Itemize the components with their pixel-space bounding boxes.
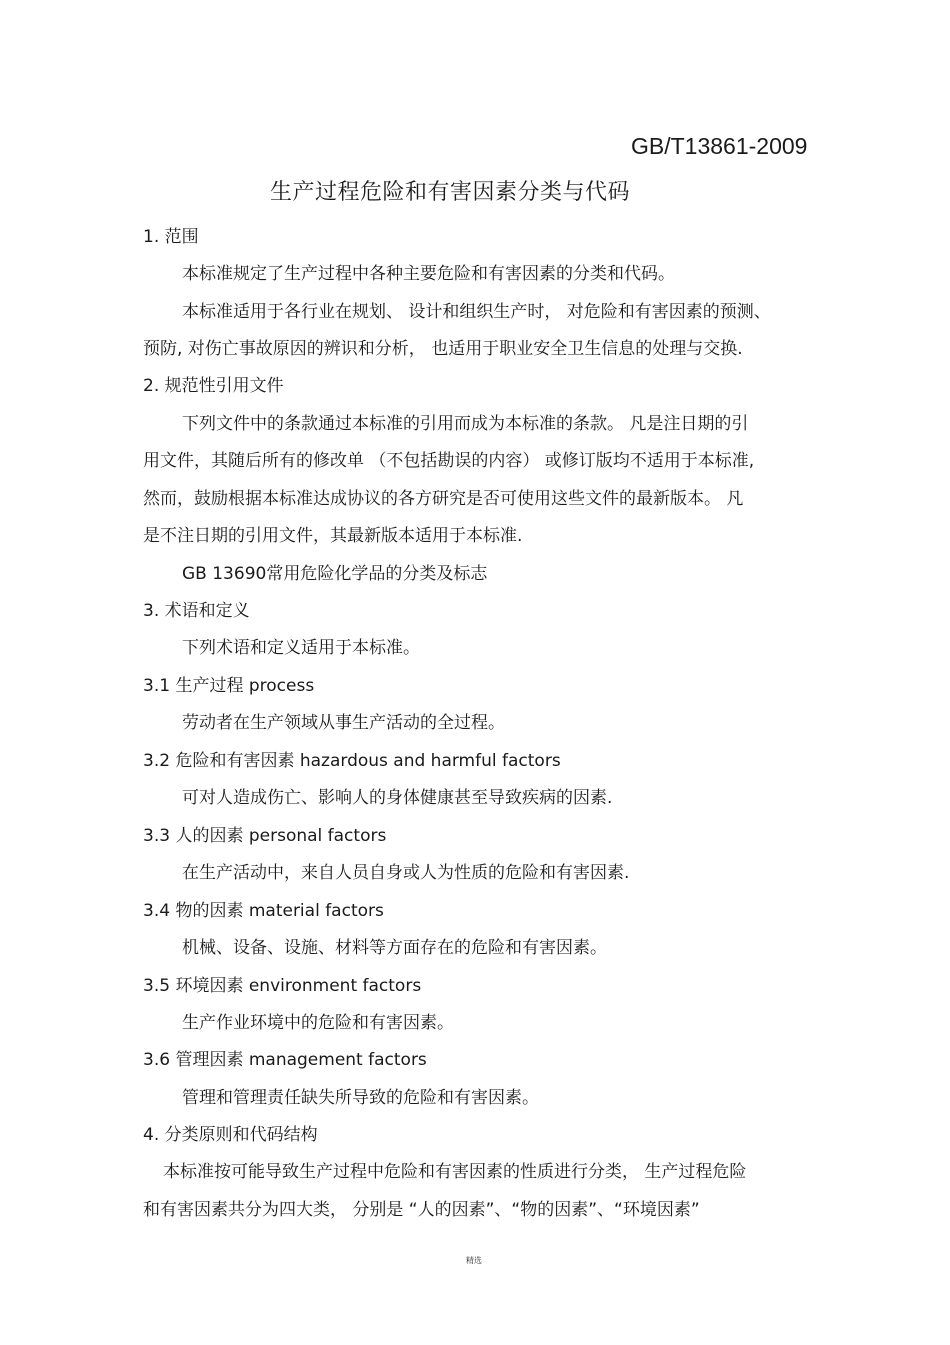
term-3-2-definition: 可对人造成伤亡、影响人的身体健康甚至导致疾病的因素. <box>182 788 613 808</box>
term-3-1-definition: 劳动者在生产领域从事生产活动的全过程。 <box>182 713 505 733</box>
term-3-6-heading: 3.6 管理因素 management factors <box>143 1050 427 1070</box>
term-3-2-heading: 3.2 危险和有害因素 hazardous and harmful factors <box>143 751 561 771</box>
term-3-6-definition: 管理和管理责任缺失所导致的危险和有害因素。 <box>182 1088 539 1108</box>
section-1-paragraph-2-line-1: 本标准适用于各行业在规划、 设计和组织生产时， 对危险和有害因素的预测、 <box>182 302 771 322</box>
section-4-paragraph-line-1: 本标准按可能导致生产过程中危险和有害因素的性质进行分类， 生产过程危险 <box>163 1162 747 1182</box>
document-title: 生产过程危险和有害因素分类与代码 <box>270 180 631 205</box>
term-3-4-definition: 机械、设备、设施、材料等方面存在的危险和有害因素。 <box>182 938 607 958</box>
page-footer-label: 精选 <box>466 1256 482 1265</box>
term-3-3-heading: 3.3 人的因素 personal factors <box>143 826 387 846</box>
section-4-paragraph-line-2: 和有害因素共分为四大类， 分别是 “人的因素”、“物的因素”、“环境因素” <box>143 1200 700 1220</box>
section-1-paragraph-2-line-2: 预防, 对伤亡事故原因的辨识和分析， 也适用于职业安全卫生信息的处理与交换. <box>143 339 743 359</box>
section-2-paragraph-line-1: 下列文件中的条款通过本标准的引用而成为本标准的条款。 凡是注日期的引 <box>182 414 749 434</box>
section-4-heading: 4. 分类原则和代码结构 <box>143 1125 318 1145</box>
section-3-intro: 下列术语和定义适用于本标准。 <box>182 638 420 658</box>
standard-code: GB/T13861-2009 <box>631 133 808 159</box>
term-3-5-definition: 生产作业环境中的危险和有害因素。 <box>182 1013 454 1033</box>
term-3-1-heading: 3.1 生产过程 process <box>143 676 315 696</box>
section-3-heading: 3. 术语和定义 <box>143 601 250 621</box>
term-3-4-heading: 3.4 物的因素 material factors <box>143 901 384 921</box>
section-1-heading: 1. 范围 <box>143 227 199 247</box>
section-1-paragraph-1: 本标准规定了生产过程中各种主要危险和有害因素的分类和代码。 <box>182 264 675 284</box>
section-2-heading: 2. 规范性引用文件 <box>143 376 284 396</box>
section-2-paragraph-line-4: 是不注日期的引用文件，其最新版本适用于本标准. <box>143 526 523 546</box>
term-3-5-heading: 3.5 环境因素 environment factors <box>143 976 422 996</box>
section-2-paragraph-line-2: 用文件，其随后所有的修改单 （不包括勘误的内容） 或修订版均不适用于本标准, <box>143 451 755 471</box>
section-2-reference: GB 13690常用危险化学品的分类及标志 <box>182 564 488 584</box>
section-2-paragraph-line-3: 然而，鼓励根据本标准达成协议的各方研究是否可使用这些文件的最新版本。 凡 <box>143 489 744 509</box>
term-3-3-definition: 在生产活动中，来自人员自身或人为性质的危险和有害因素. <box>182 863 630 883</box>
